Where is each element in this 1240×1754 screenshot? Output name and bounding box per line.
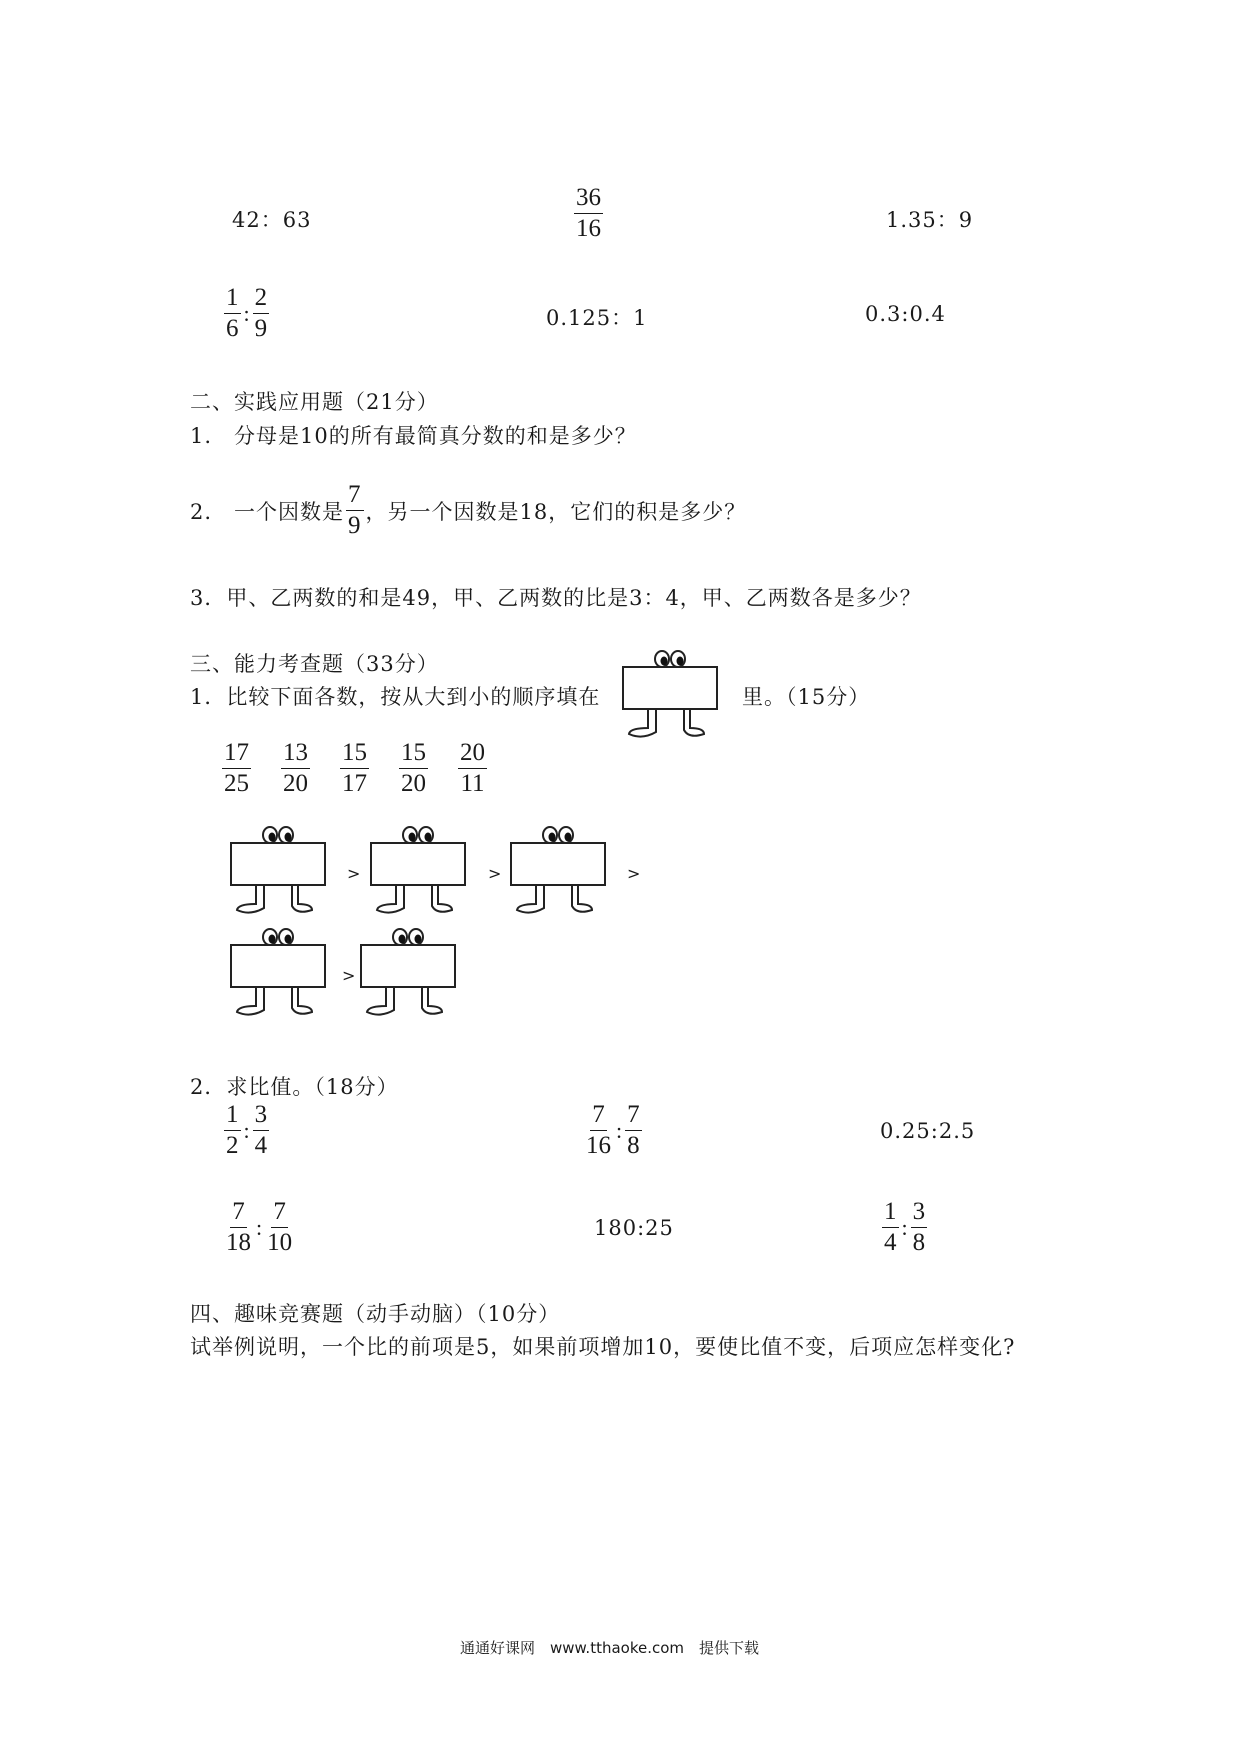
numerator: 15 <box>399 738 428 769</box>
numerator: 1 <box>224 283 241 314</box>
ratio-7/18-7/10 <box>224 1197 294 1258</box>
numerator: 17 <box>222 738 251 769</box>
bug-box-icon <box>620 650 722 740</box>
denominator: 11 <box>460 770 485 797</box>
numerator: 13 <box>281 738 310 769</box>
denominator: 17 <box>342 770 367 797</box>
section3-question-1-suffix: 里。（15分） <box>742 685 871 709</box>
greater-than-sign: > <box>488 864 502 883</box>
denominator: 6 <box>226 315 239 342</box>
numerator: 1 <box>882 1197 899 1228</box>
section2-question-3: 3．甲、乙两数的和是49，甲、乙两数的比是3：4，甲、乙两数各是多少？ <box>190 586 922 610</box>
greater-than-sign: > <box>342 966 356 985</box>
answer-box-2[interactable] <box>368 826 470 916</box>
ratio-0.3-0.4: 0.3:0.4 <box>865 302 946 326</box>
colon: : <box>243 1117 250 1143</box>
denominator: 25 <box>224 770 249 797</box>
section3-question-2: 2．求比值。（18分） <box>190 1075 399 1099</box>
colon: : <box>256 1214 263 1240</box>
numerator: 2 <box>253 283 270 314</box>
colon: : <box>901 1214 908 1240</box>
denominator: 9 <box>254 315 268 342</box>
denominator: 8 <box>912 1229 926 1256</box>
colon: : <box>243 300 250 326</box>
section2-question-2 <box>190 480 746 541</box>
fraction-item <box>340 738 369 799</box>
fraction-list <box>222 738 487 799</box>
fraction-item <box>281 738 310 799</box>
ratio-1/2-3/4 <box>224 1100 269 1161</box>
answer-box-3[interactable] <box>508 826 610 916</box>
denominator: 16 <box>576 215 601 242</box>
section3-heading: 三、能力考查题（33分） <box>190 652 439 676</box>
fraction-item <box>399 738 428 799</box>
numerator: 15 <box>340 738 369 769</box>
numerator: 7 <box>271 1197 288 1228</box>
fraction-item <box>222 738 251 799</box>
numerator: 7 <box>625 1100 642 1131</box>
ratio-1/6-2/9 <box>224 283 269 344</box>
page-footer: 通通好课网 www.tthaoke.com 提供下载 <box>460 1639 760 1657</box>
ratio-1.35-9: 1.35：9 <box>886 208 974 232</box>
section2-question-1: 1. 分母是10的所有最简真分数的和是多少？ <box>190 424 637 448</box>
denominator: 8 <box>627 1132 640 1159</box>
question-text: ，另一个因数是18，它们的积是多少？ <box>365 499 747 524</box>
denominator: 18 <box>226 1229 251 1256</box>
section4-heading: 四、趣味竞赛题（动手动脑）（10分） <box>190 1302 561 1326</box>
fraction-item <box>458 738 487 799</box>
section2-heading: 二、实践应用题（21分） <box>190 390 439 414</box>
answer-box-4[interactable] <box>228 928 330 1018</box>
ratio-1/4-3/8 <box>882 1197 927 1258</box>
greater-than-sign: > <box>347 864 361 883</box>
colon: : <box>616 1117 623 1143</box>
question-text: 2. 一个因数是 <box>190 499 345 524</box>
denominator: 10 <box>267 1229 293 1256</box>
numerator: 36 <box>574 183 603 214</box>
section4-question: 试举例说明，一个比的前项是5，如果前项增加10，要使比值不变，后项应怎样变化? <box>190 1335 1016 1359</box>
denominator: 20 <box>401 770 426 797</box>
ratio-180-25: 180:25 <box>594 1216 674 1240</box>
numerator: 7 <box>230 1197 247 1228</box>
numerator: 7 <box>590 1100 607 1131</box>
ratio-0.125-1: 0.125：1 <box>546 306 648 330</box>
denominator: 4 <box>884 1229 897 1256</box>
denominator: 4 <box>254 1132 268 1159</box>
denominator: 20 <box>283 770 308 797</box>
numerator: 3 <box>911 1197 928 1228</box>
fraction-36-16 <box>574 183 603 244</box>
ratio-0.25-2.5: 0.25:2.5 <box>880 1119 976 1143</box>
ratio-7/16-7/8 <box>584 1100 642 1161</box>
denominator: 16 <box>586 1132 611 1159</box>
ratio-42-63: 42：63 <box>232 208 312 232</box>
answer-box-5[interactable] <box>358 928 460 1018</box>
numerator: 3 <box>253 1100 270 1131</box>
section3-question-1: 1．比较下面各数，按从大到小的顺序填在 <box>190 685 601 709</box>
denominator: 9 <box>348 512 362 539</box>
answer-box-1[interactable] <box>228 826 330 916</box>
greater-than-sign: > <box>627 864 641 883</box>
numerator: 20 <box>458 738 487 769</box>
fraction-7-9 <box>346 480 364 541</box>
numerator: 1 <box>224 1100 241 1131</box>
numerator: 7 <box>346 480 364 511</box>
denominator: 2 <box>226 1132 239 1159</box>
